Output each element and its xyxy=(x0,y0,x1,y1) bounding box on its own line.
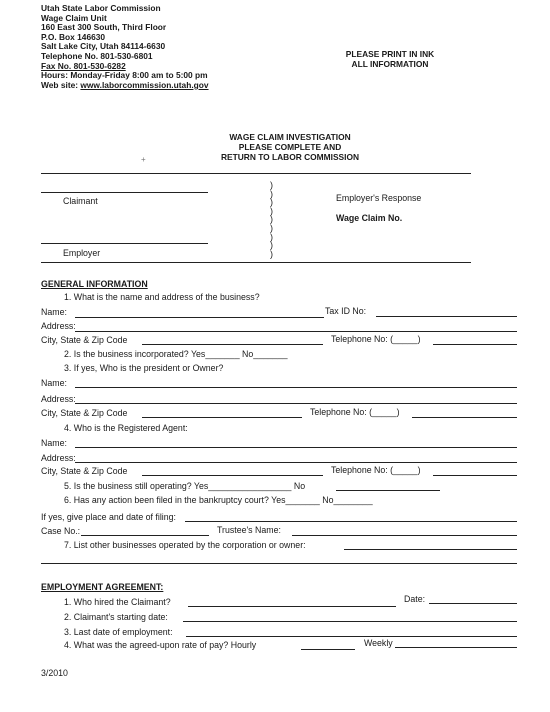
who-hired-field[interactable] xyxy=(188,606,396,607)
president-telephone-field[interactable] xyxy=(412,417,517,418)
wage-claim-no-label: Wage Claim No. xyxy=(336,213,403,223)
business-address-field[interactable] xyxy=(75,331,517,332)
other-businesses-field-1[interactable] xyxy=(344,549,517,550)
employer-field[interactable] xyxy=(41,243,208,244)
street-address: 160 East 300 South, Third Floor xyxy=(41,22,167,33)
rule-top xyxy=(41,173,471,174)
starting-date-field[interactable] xyxy=(183,621,517,622)
print-notice-line-1: PLEASE PRINT IN INK xyxy=(345,49,435,59)
still-operating-no-field[interactable] xyxy=(336,490,440,491)
city-state-zip: Salt Lake City, Utah 84114-6630 xyxy=(41,41,166,52)
agent-city-label: City, State & Zip Code xyxy=(41,466,128,476)
agent-address-field[interactable] xyxy=(75,462,517,463)
form-title-line-3: RETURN TO LABOR COMMISSION xyxy=(220,152,360,162)
emp-q1-who-hired: 1. Who hired the Claimant? xyxy=(64,597,171,607)
president-address-field[interactable] xyxy=(75,403,517,404)
form-title-line-2: PLEASE COMPLETE AND xyxy=(238,142,342,152)
q1-business-name-address: 1. What is the name and address of the business? xyxy=(64,292,260,302)
claimant-field[interactable] xyxy=(41,192,208,193)
filing-place-date-field[interactable] xyxy=(185,521,517,522)
president-telephone-label: Telephone No: (_____) xyxy=(310,407,400,417)
q7-other-businesses: 7. List other businesses operated by the corporation or owner: xyxy=(64,540,306,550)
q5-still-operating: 5. Is the business still operating? Yes_________________ No xyxy=(64,481,306,491)
trustee-name-field[interactable] xyxy=(292,535,517,536)
agency-name: Utah State Labor Commission xyxy=(41,3,161,13)
general-information-heading: GENERAL INFORMATION xyxy=(41,279,148,289)
tax-id-label: Tax ID No: xyxy=(325,306,367,316)
print-notice xyxy=(320,49,460,69)
binder-mark: + xyxy=(141,155,146,164)
employer-label: Employer xyxy=(63,248,101,258)
agent-name-field[interactable] xyxy=(75,447,517,448)
claimant-label: Claimant xyxy=(63,196,98,206)
business-city-field[interactable] xyxy=(142,344,323,345)
emp-q3-last-date: 3. Last date of employment: xyxy=(64,627,173,637)
business-city-label: City, State & Zip Code xyxy=(41,335,128,345)
tax-id-field[interactable] xyxy=(376,316,517,317)
form-revision-date: 3/2010 xyxy=(41,668,68,678)
president-city-label: City, State & Zip Code xyxy=(41,408,128,418)
emp-q4-rate-of-pay: 4. What was the agreed-upon rate of pay? Hourly xyxy=(64,640,257,650)
business-telephone-label: Telephone No: (_____) xyxy=(331,334,421,344)
last-date-field[interactable] xyxy=(186,636,517,637)
hours: Hours: Monday-Friday 8:00 am to 5:00 pm xyxy=(41,70,208,81)
business-name-field[interactable] xyxy=(75,317,324,318)
q3-president: 3. If yes, Who is the president or Owner? xyxy=(64,363,224,373)
website-line xyxy=(41,81,209,91)
employer-response-label: Employer's Response xyxy=(336,193,422,203)
business-name-label: Name: xyxy=(41,307,67,317)
agent-city-field[interactable] xyxy=(142,475,323,476)
q6-bankruptcy: 6. Has any action been filed in the bankruptcy court? Yes_______ No________ xyxy=(64,495,373,505)
weekly-rate-field[interactable] xyxy=(395,647,517,648)
filing-place-date-label: If yes, give place and date of filing: xyxy=(41,512,176,522)
po-box: P.O. Box 146630 xyxy=(41,31,106,42)
agent-telephone-label: Telephone No: (_____) xyxy=(331,465,421,475)
case-no-field[interactable] xyxy=(81,535,209,536)
unit-name: Wage Claim Unit xyxy=(41,12,107,23)
website-label: Web site: xyxy=(41,79,81,90)
other-businesses-field-2[interactable] xyxy=(41,563,517,564)
agent-name-label: Name: xyxy=(41,438,67,448)
print-notice-line-2: ALL INFORMATION xyxy=(351,59,429,69)
president-city-field[interactable] xyxy=(142,417,302,418)
business-telephone-field[interactable] xyxy=(433,344,517,345)
president-address-label: Address: xyxy=(41,394,76,404)
agency-address-block xyxy=(41,4,209,90)
form-title xyxy=(180,132,400,162)
q2-incorporated: 2. Is the business incorporated? Yes_______ No_______ xyxy=(64,349,288,359)
business-address-label: Address: xyxy=(41,321,76,331)
telephone: Telephone No. 801-530-6801 xyxy=(41,50,153,61)
form-title-line-1: WAGE CLAIM INVESTIGATION xyxy=(229,132,351,142)
weekly-rate-label: Weekly xyxy=(364,638,393,648)
hire-date-label: Date: xyxy=(404,594,426,604)
employment-agreement-heading: EMPLOYMENT AGREEMENT: xyxy=(41,582,164,592)
president-name-field[interactable] xyxy=(75,387,517,388)
hire-date-field[interactable] xyxy=(429,603,517,604)
president-name-label: Name: xyxy=(41,378,67,388)
rule-bottom xyxy=(41,262,471,263)
hourly-rate-field[interactable] xyxy=(301,649,355,650)
fax: Fax No. 801-530-6282 xyxy=(41,60,126,71)
trustee-name-label: Trustee's Name: xyxy=(217,525,281,535)
agent-telephone-field[interactable] xyxy=(433,475,517,476)
website-link[interactable]: www.laborcommission.utah.gov xyxy=(80,79,209,90)
case-no-label: Case No.: xyxy=(41,526,81,536)
emp-q2-starting-date: 2. Claimant's starting date: xyxy=(64,612,168,622)
q4-registered-agent: 4. Who is the Registered Agent: xyxy=(64,423,188,433)
agent-address-label: Address: xyxy=(41,453,76,463)
bracket-divider: ) ) ) ) ) ) ) ) ) xyxy=(270,180,273,259)
